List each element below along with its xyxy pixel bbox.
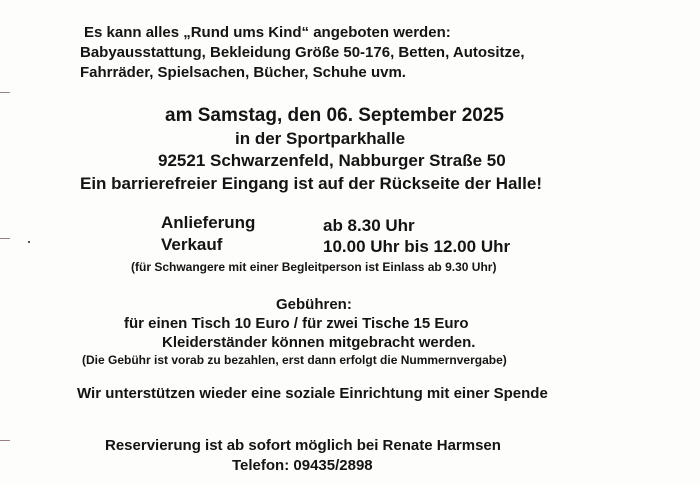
scan-speck (28, 241, 30, 243)
fees-heading: Gebühren: (276, 296, 352, 313)
reservation-phone: Telefon: 09435/2898 (232, 457, 373, 474)
event-access: Ein barrierefreier Eingang ist auf der Rückseite der Halle! (80, 174, 542, 193)
delivery-label: Anlieferung (161, 213, 256, 232)
margin-mark (0, 92, 10, 93)
sale-label: Verkauf (161, 235, 223, 254)
margin-mark (0, 238, 10, 239)
fees-note: (Die Gebühr ist vorab zu bezahlen, erst dann erfolgt die Nummernvergabe) (82, 353, 507, 367)
intro-line-2: Babyausstattung, Bekleidung Größe 50-176, Betten, Autositze, (80, 44, 525, 61)
intro-line-3: Fahrräder, Spielsachen, Bücher, Schuhe uvm. (80, 64, 406, 81)
fees-tables: für einen Tisch 10 Euro / für zwei Tische 15 Euro (124, 315, 469, 332)
event-venue: in der Sportparkhalle (235, 129, 406, 148)
fees-racks: Kleiderständer können mitgebracht werden. (162, 334, 476, 351)
sale-time: 10.00 Uhr bis 12.00 Uhr (323, 237, 511, 256)
event-address: 92521 Schwarzenfeld, Nabburger Straße 50 (158, 151, 506, 170)
event-date: am Samstag, den 06. September 2025 (165, 105, 504, 126)
intro-line-1: Es kann alles „Rund ums Kind“ angeboten werden: (84, 24, 451, 41)
delivery-time: ab 8.30 Uhr (323, 216, 415, 235)
charity-text: Wir unterstützen wieder eine soziale Einrichtung mit einer Spende (77, 385, 548, 402)
margin-mark (0, 440, 10, 441)
reservation-text: Reservierung ist ab sofort möglich bei Renate Harmsen (105, 437, 501, 454)
schedule-note: (für Schwangere mit einer Begleitperson ist Einlass ab 9.30 Uhr) (131, 260, 497, 274)
